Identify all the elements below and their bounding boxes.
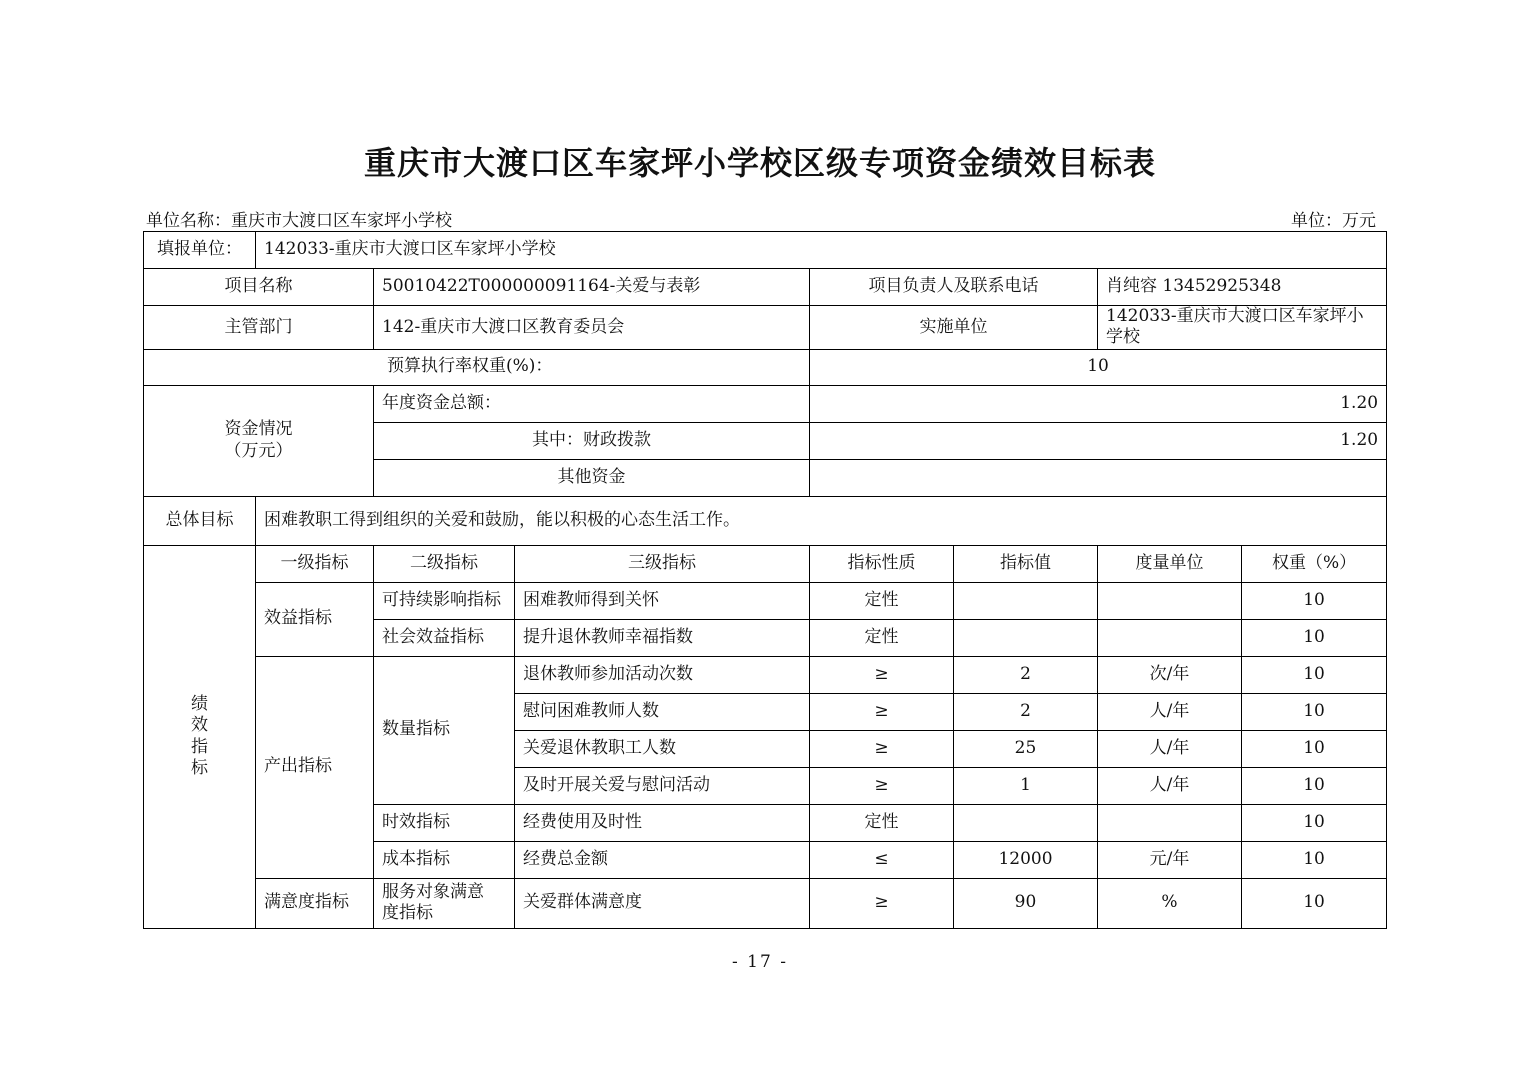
funds-other-label: 其他资金	[374, 459, 810, 496]
subgroup-cost: 成本指标	[374, 841, 515, 878]
subgroup-timeliness: 时效指标	[374, 804, 515, 841]
subgroup-sustain: 可持续影响指标	[374, 582, 515, 619]
indicator-value	[954, 804, 1098, 841]
indicator-unit	[1098, 619, 1242, 656]
indicator-name: 提升退休教师幸福指数	[515, 619, 810, 656]
indicator-value: 1	[954, 767, 1098, 804]
indicator-nature: ≥	[810, 878, 954, 928]
indicator-weight: 10	[1242, 656, 1387, 693]
indicator-weight: 10	[1242, 582, 1387, 619]
funds-fiscal-label: 其中：财政拨款	[374, 422, 810, 459]
unit-name-label: 单位名称：重庆市大渡口区车家坪小学校	[146, 211, 452, 231]
implementing-unit-label: 实施单位	[810, 306, 1098, 350]
header-level1: 一级指标	[256, 545, 374, 582]
header-level3: 三级指标	[515, 545, 810, 582]
group-satisfaction: 满意度指标	[256, 878, 374, 928]
indicator-weight: 10	[1242, 841, 1387, 878]
header-value: 指标值	[954, 545, 1098, 582]
subgroup-quantity: 数量指标	[374, 656, 515, 804]
indicator-weight: 10	[1242, 878, 1387, 928]
indicator-weight: 10	[1242, 619, 1387, 656]
table-row	[144, 656, 1387, 693]
indicator-unit: 人/年	[1098, 767, 1242, 804]
department-value: 142-重庆市大渡口区教育委员会	[374, 306, 810, 350]
header-unit: 度量单位	[1098, 545, 1242, 582]
indicator-name: 退休教师参加活动次数	[515, 656, 810, 693]
indicator-value	[954, 619, 1098, 656]
funds-label	[144, 385, 374, 496]
fill-unit-row	[144, 232, 1387, 269]
perf-char-1: 绩	[191, 694, 208, 714]
indicator-nature: ≥	[810, 730, 954, 767]
indicator-nature: ≥	[810, 656, 954, 693]
funds-total-row	[144, 385, 1387, 422]
indicator-weight: 10	[1242, 693, 1387, 730]
overall-goal-label: 总体目标	[144, 496, 256, 545]
indicator-unit	[1098, 582, 1242, 619]
indicator-unit	[1098, 804, 1242, 841]
indicator-name: 经费总金额	[515, 841, 810, 878]
indicator-name: 关爱群体满意度	[515, 878, 810, 928]
indicator-nature: ≥	[810, 767, 954, 804]
indicator-unit: 元/年	[1098, 841, 1242, 878]
indicator-nature: ≤	[810, 841, 954, 878]
funds-total-label: 年度资金总额：	[374, 385, 810, 422]
indicator-name: 及时开展关爱与慰问活动	[515, 767, 810, 804]
indicator-value: 12000	[954, 841, 1098, 878]
indicator-name: 慰问困难教师人数	[515, 693, 810, 730]
fill-unit-value: 142033-重庆市大渡口区车家坪小学校	[256, 232, 1387, 269]
subgroup-social: 社会效益指标	[374, 619, 515, 656]
indicator-header-row	[144, 545, 1387, 582]
project-name-label: 项目名称	[144, 269, 374, 306]
page-number: - 17 -	[732, 952, 788, 972]
indicator-unit: 次/年	[1098, 656, 1242, 693]
department-row	[144, 306, 1387, 350]
indicator-unit: 人/年	[1098, 730, 1242, 767]
table-row	[144, 582, 1387, 619]
indicator-weight: 10	[1242, 730, 1387, 767]
funds-label-line1: 资金情况	[224, 419, 293, 440]
group-output: 产出指标	[256, 656, 374, 878]
overall-goal-row	[144, 496, 1387, 545]
indicator-nature: 定性	[810, 804, 954, 841]
indicator-nature: 定性	[810, 619, 954, 656]
group-benefit: 效益指标	[256, 582, 374, 656]
budget-weight-row	[144, 349, 1387, 385]
indicator-nature: 定性	[810, 582, 954, 619]
indicator-weight: 10	[1242, 767, 1387, 804]
subgroup-service-satisfaction	[374, 878, 515, 928]
indicator-value: 25	[954, 730, 1098, 767]
subgroup-service-line1: 服务对象满意	[382, 881, 484, 902]
indicator-value: 90	[954, 878, 1098, 928]
overall-goal-value: 困难教职工得到组织的关爱和鼓励，能以积极的心态生活工作。	[256, 496, 1387, 545]
indicator-weight: 10	[1242, 804, 1387, 841]
indicator-value	[954, 582, 1098, 619]
indicator-name: 困难教师得到关怀	[515, 582, 810, 619]
indicator-value: 2	[954, 656, 1098, 693]
header-nature: 指标性质	[810, 545, 954, 582]
project-name-value: 50010422T000000091164-关爱与表彰	[374, 269, 810, 306]
indicator-value: 2	[954, 693, 1098, 730]
department-label: 主管部门	[144, 306, 374, 350]
project-name-row	[144, 269, 1387, 306]
performance-target-table	[143, 231, 1387, 929]
budget-weight-value: 10	[810, 349, 1387, 385]
header-level2: 二级指标	[374, 545, 515, 582]
funds-label-line2: （万元）	[224, 440, 293, 461]
perf-char-4: 标	[191, 757, 208, 778]
indicator-nature: ≥	[810, 693, 954, 730]
performance-indicator-label	[144, 545, 256, 928]
funds-total-value: 1.20	[810, 385, 1387, 422]
indicator-unit: %	[1098, 878, 1242, 928]
contact-value: 肖纯容 13452925348	[1098, 269, 1387, 306]
funds-other-value	[810, 459, 1387, 496]
perf-char-3: 指	[191, 736, 208, 757]
subgroup-service-line2: 度指标	[382, 903, 433, 923]
table-row	[144, 878, 1387, 928]
header-weight: 权重（%）	[1242, 545, 1387, 582]
fill-unit-label: 填报单位：	[144, 232, 256, 269]
perf-char-2: 效	[191, 715, 208, 736]
implementing-unit-value: 142033-重庆市大渡口区车家坪小学校	[1098, 306, 1387, 350]
budget-weight-label: 预算执行率权重(%)：	[144, 349, 810, 385]
contact-label: 项目负责人及联系电话	[810, 269, 1098, 306]
currency-unit-label: 单位：万元	[1291, 211, 1376, 231]
indicator-unit: 人/年	[1098, 693, 1242, 730]
indicator-name: 关爱退休教职工人数	[515, 730, 810, 767]
funds-fiscal-value: 1.20	[810, 422, 1387, 459]
indicator-name: 经费使用及时性	[515, 804, 810, 841]
document-title: 重庆市大渡口区车家坪小学校区级专项资金绩效目标表	[363, 144, 1156, 182]
